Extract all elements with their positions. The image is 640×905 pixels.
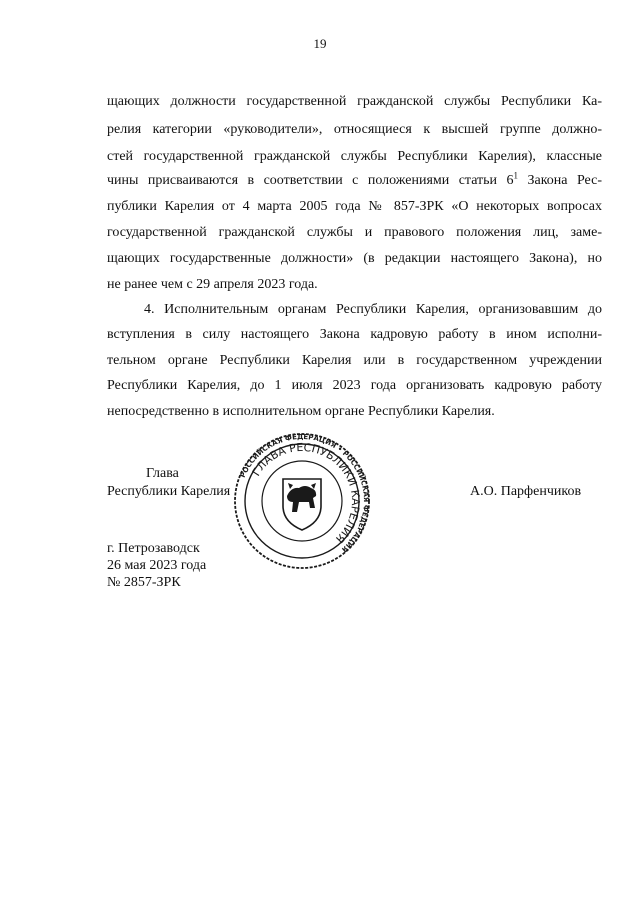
- text-line: релия категории «руководители», относящиеся к высшей группе должно-: [107, 122, 602, 137]
- text-line: стей государственной гражданской службы Республики Карелия), классные: [107, 149, 602, 164]
- text-segment: Закона Рес-: [518, 173, 602, 188]
- text-line: не ранее чем с 29 апреля 2023 года.: [107, 277, 318, 292]
- signatory-name: А.О. Парфенчиков: [470, 484, 582, 499]
- text-line: щающих должности государственной гражданской службы Республики Ка-: [107, 94, 602, 109]
- text-segment: чины присваиваются в соответствии с положениями статьи 6: [107, 173, 514, 188]
- coat-of-arms-icon: [283, 479, 321, 530]
- text-line: публики Карелия от 4 марта 2005 года № 857-ЗРК «О некоторых вопросах: [107, 199, 602, 214]
- page-number: 19: [313, 36, 327, 51]
- text-line: щающих государственные должности» (в редакции настоящего Закона), но: [107, 251, 602, 266]
- text-line: Республики Карелия, до 1 июля 2023 года организовать кадровую работу: [107, 378, 602, 393]
- date: 26 мая 2023 года: [107, 558, 207, 573]
- text-line: государственной гражданской службы и правового положения лиц, заме-: [107, 225, 602, 240]
- law-number: № 2857-ЗРК: [107, 575, 181, 590]
- place: г. Петрозаводск: [107, 541, 200, 556]
- text-line: [107, 172, 602, 190]
- text-line: 4. Исполнительным органам Республики Карелия, организовавшим до: [144, 302, 602, 317]
- signature-title-line2: Республики Карелия: [107, 484, 231, 499]
- superscript: 1: [513, 170, 519, 181]
- official-seal: [233, 432, 371, 570]
- signature-title-line1: Глава: [146, 466, 179, 481]
- text-line: непосредственно в исполнительном органе Республики Карелия.: [107, 404, 495, 419]
- text-line: тельном органе Республики Карелия или в государственном учреждении: [107, 353, 602, 368]
- text-line: вступления в силу настоящего Закона кадровую работу в ином исполни-: [107, 327, 602, 342]
- seal-outer-text: РОССИЙСКАЯ ФЕДЕРАЦИЯ • РОССИЙСКАЯ ФЕДЕРАЦИЯ: [238, 432, 371, 554]
- seal-inner-text: ГЛАВА РЕСПУБЛИКИ КАРЕЛИЯ: [249, 440, 363, 546]
